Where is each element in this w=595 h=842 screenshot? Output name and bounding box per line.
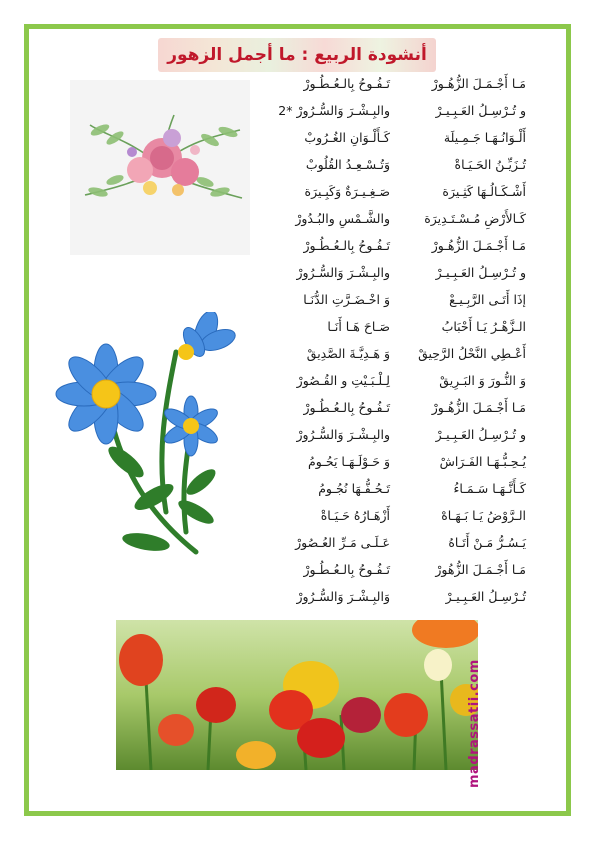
poem-line-first-half: تُـزَيِّـنُ الحَـيَـاةْ [454,157,526,172]
title-banner [158,38,436,72]
poem-line [258,481,526,503]
poem-line-second-half: لِـلْـبَـيْتِ و القُـصُورْ [296,373,390,388]
poem-line-first-half: يَـسُـرُّ مَـنْ أَتَـاهُ [448,535,526,550]
poem-line-first-half: و تُـرْسِـلُ العَـبِـيـرْ [435,427,526,442]
poem-line [258,238,526,260]
page-title: أنشودة الربيع : ما أجمل الزهور [167,45,427,65]
poem-line [258,562,526,584]
poem-line-first-half: كَـالأَرْضِ مُـسْـتَـدِيرَة [424,211,526,226]
poem-line-second-half: تَـفُـوحُ بِالـعُـطُـورْ [303,400,390,415]
poem-line-second-half: والبِـشْـرَ وَالسُّـرُورْ [296,427,390,442]
poem-line-first-half: يُـحِـبُّـهَـا الفَـرَاشْ [439,454,526,469]
poem-line [258,589,526,611]
poem-line-second-half: كَـأَلْـوَانِ الغُـرُوبْ [304,130,390,145]
poem-line-second-half: تَـفُـوحُ بِالـعُـطُـورْ [303,562,390,577]
poem-line-second-half: صَـغِـيـرَةٌ وَكَبِـيرَة [304,184,390,199]
poem-line-first-half: مَـا أَجْـمَـلَ الزُّهُـورْ [431,238,526,253]
poem-line-first-half: إذَا أَتَـى الرَّبِـيـعْ [449,292,526,307]
poem-line-second-half: تَـفُـوحُ بِالـعُـطُـورْ [303,238,390,253]
poem-line-first-half: أَلْـوَانُـهَـا جَـمِـيلَة [443,130,526,145]
poem-line [258,454,526,476]
poem-line [258,292,526,314]
poem-line [258,346,526,368]
poem-line [258,211,526,233]
poem-line-second-half: تَـفُـوحُ بِالـعُـطُـورْ [303,76,390,91]
poem-line [258,130,526,152]
poem-line [258,400,526,422]
poem-line-second-half: تَـحُـفُّـهَا نُجُـومُ [318,481,390,496]
poem-line-second-half: أَزْهَـارُهُ حَـيَـاةْ [320,508,390,523]
poem-line [258,508,526,530]
poem-line-second-half: والبِـشْـرَ وَالسُّـرُورْ *2 [278,103,390,118]
poem-line-second-half: صَـاحَ هَـا أَنَـا [327,319,390,334]
poem-line-first-half: مَـا أَجْـمَـلَ الزُّهُـورْ [431,400,526,415]
poem-line-second-half: عَـلَـى مَـرِّ العُـصُورْ [295,535,390,550]
poem-line-second-half: وَ اخْـضَـرَّتِ الدُّنَـا [303,292,390,307]
poem-line-second-half: والبِـشْـرَ وَالسُّـرُورْ [296,265,390,280]
blue-flowers-image [46,312,246,572]
bouquet-image [70,80,250,255]
poem-line-second-half: وَ هَـدِيَّـةَ الصَّدِيقْ [306,346,390,361]
poem-line-first-half: مَـا أَجْـمَـلَ الزُّهُـورْ [431,76,526,91]
poem-line [258,535,526,557]
poem-line-first-half: و تُـرْسِـلُ العَـبِـيـرْ [435,265,526,280]
poem-line-first-half: تُـرْسِـلُ العَـبِـيـرْ [445,589,526,604]
poem-line [258,373,526,395]
poem-line-first-half: الـرَّوْضُ يَـا بَـهَـاهْ [441,508,526,523]
poem-line [258,184,526,206]
poem-line-first-half: الـزَّهْـرُ يَـا أَحْبَابُ [441,319,526,334]
poem-line [258,103,526,125]
poem-line [258,427,526,449]
poem-line-second-half: وَالبِـشْـرَ وَالسُّـرُورْ [296,589,390,604]
poem-line-first-half: وَ النُّـورَ وَ البَـرِيقْ [439,373,526,388]
poem-line [258,157,526,179]
tulips-image [116,620,478,770]
poem-line-first-half: أَعْـطِي النَّحْلُ الرَّحِيقْ [418,346,526,361]
poem-line-first-half: و تُـرْسِـلُ العَـبِـيـرْ [435,103,526,118]
poem-line [258,319,526,341]
poem-line-second-half: والشَّـمْسِ والبُـدُورْ [295,211,390,226]
poem-line-first-half: مَـا أَجْـمَـلَ الزُّهُورْ [435,562,526,577]
poem-line [258,265,526,287]
watermark-text: madrassatii.com [467,659,482,789]
poem-line-second-half: وَ حَـوْلَـهَـا يَحُـومُ [308,454,390,469]
poem-line-first-half: أَشْـكَـالُـهَا كَثِـيرَة [442,184,526,199]
poem-line-first-half: كَـأَنَّـهَـا سَـمَـاءُ [453,481,526,496]
poem-line [258,76,526,98]
poem-line-second-half: وَتُـسْـعِـدُ القُلُوبْ [305,157,390,172]
